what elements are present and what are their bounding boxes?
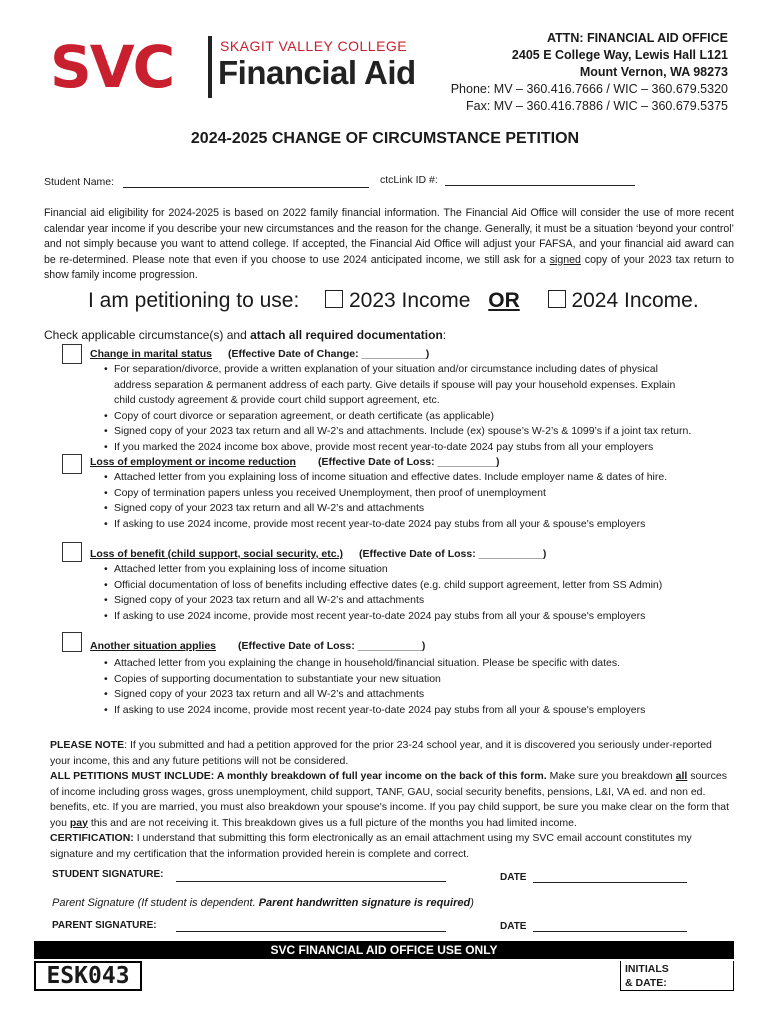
parent-date-line[interactable] [533, 920, 687, 932]
list-item: • For separation/divorce, provide a written explanation of your situation and/or circumstance including dates of physical [104, 362, 691, 378]
attn-line: ATTN: FINANCIAL AID OFFICE [547, 31, 728, 45]
income-2023-checkbox[interactable] [325, 290, 343, 308]
list-item: • Official documentation of loss of benefits including effective dates (e.g. child support agreement, letter from SS Admin) [104, 578, 662, 594]
all-petitions [50, 769, 730, 831]
intro-text-end: copy of your 2023 tax return to show family income progression. [44, 253, 735, 281]
logo-college-name: SKAGIT VALLEY COLLEGE [220, 38, 408, 54]
date-label: DATE [500, 921, 527, 932]
loss-employment-checkbox[interactable] [62, 454, 82, 474]
ctclink-field [380, 174, 635, 186]
list-item: • Attached letter from you explaining loss of income situation and effective dates. Include employer name & dates of hire. [104, 470, 667, 486]
list-item: • Copies of supporting documentation to substantiate your new situation [104, 672, 645, 688]
list-item: • If you marked the 2024 income box above, provide most recent year-to-date 2024 pay stubs from all your employers [104, 440, 691, 456]
requirements-list [104, 470, 667, 532]
parent-note-end: ) [470, 897, 474, 909]
intro-signed: signed [549, 253, 581, 266]
student-name-label: Student Name: [44, 176, 115, 188]
date-label: DATE [500, 872, 527, 883]
section-title: Loss of benefit (child support, social security, etc.) [90, 548, 344, 560]
list-item: • Signed copy of your 2023 tax return and all W-2’s and attachments [104, 593, 662, 609]
fax-line: Fax: MV – 360.416.7886 / WIC – 360.679.5375 [466, 99, 728, 113]
parent-signature-line[interactable] [176, 920, 446, 932]
requirements-list [104, 562, 662, 624]
list-item: • Signed copy of your 2023 tax return and all W-2’s and attachments. Include (ex) spouse’s W-2’s & 1099’s if a joint tax return. [104, 424, 691, 440]
list-item: • Attached letter from you explaining loss of income situation [104, 562, 662, 578]
phone-line: Phone: MV – 360.416.7666 / WIC – 360.679.5320 [450, 82, 728, 96]
initials-label: INITIALS [625, 963, 669, 975]
logo-svc-text: SVC [50, 33, 174, 101]
please-note [50, 738, 730, 769]
address-line-2: Mount Vernon, WA 98273 [579, 65, 728, 79]
parent-date-field [500, 920, 687, 932]
list-item: • If asking to use 2024 income, provide most recent year-to-date 2024 pay stubs from all your & spouse's employers [104, 703, 645, 719]
intro-paragraph [44, 206, 734, 284]
section-date: (Effective Date of Loss: __________) [317, 456, 500, 468]
student-name-field [44, 176, 369, 188]
intro-text: Financial aid eligibility for 2024-2025 is based on 2022 family financial information. The Financial Aid Office will consider the use of more recent calendar year income if you describe your new circumstances and the reason for the change. Generally, it must be a situation ‘beyond your control’ and not simply because you want to attend college. If accepted, the Financial Aid Office will adjust your FAFSA, and your financial aid award can be re-determined. Please note that even if you choose to use 2024 anticipated income, we still ask for a [44, 207, 734, 266]
list-item: • Copy of termination papers unless you received Unemployment, then proof of unemployment [104, 486, 667, 502]
section-heading [90, 548, 546, 560]
section-heading [90, 348, 429, 360]
please-note-text: : If you submitted and had a petition approved for the prior 23-24 school year, and it is discovered you seriously under-reported your income, this and any future petitions will not be considered. [50, 739, 712, 767]
section-marital-status [62, 344, 742, 454]
certification [50, 831, 730, 862]
list-item: • Copy of court divorce or separation agreement, or death certificate (as applicable) [104, 409, 691, 425]
check-end: : [442, 328, 447, 342]
check-instructions [44, 328, 446, 342]
section-heading [90, 456, 499, 468]
loss-benefit-checkbox[interactable] [62, 542, 82, 562]
section-title: Change in marital status [90, 348, 212, 360]
initials-date-label: & DATE: [625, 977, 667, 989]
ctclink-label: ctcLink ID #: [380, 174, 438, 186]
address-line-1: 2405 E College Way, Lewis Hall L121 [511, 48, 728, 62]
all-petitions-text-3: this and are not receiving it. This breakdown gives us a full picture of the months you had limited income. [87, 816, 577, 829]
petition-choice [88, 289, 699, 313]
parent-note-bold: Parent handwritten signature is required [258, 897, 471, 909]
section-date: (Effective Date of Loss: ___________) [238, 640, 426, 652]
student-date-field [500, 871, 687, 883]
requirements-list [104, 656, 645, 718]
list-item-continuation: address separation & permanent address of each party. Give details if spouse will pay your household expenses. Explain [114, 378, 676, 391]
income-2024-checkbox[interactable] [548, 290, 566, 308]
section-loss-of-benefit [62, 542, 742, 622]
logo-divider [208, 36, 212, 98]
section-heading [90, 640, 425, 652]
requirements-list [104, 362, 691, 455]
or-label: OR [488, 289, 520, 312]
another-situation-checkbox[interactable] [62, 632, 82, 652]
section-another-situation [62, 632, 742, 722]
parent-signature-label: PARENT SIGNATURE: [52, 920, 157, 931]
office-address-block [451, 30, 728, 115]
list-item-continuation: child custody agreement & provide court child support agreement, etc. [114, 394, 440, 406]
check-lead: Check applicable circumstance(s) and [44, 328, 251, 342]
student-name-input-line[interactable] [123, 176, 369, 188]
section-title: Another situation applies [90, 640, 217, 652]
logo-department: Financial Aid [218, 54, 416, 91]
student-signature-line[interactable] [176, 870, 446, 882]
student-date-line[interactable] [533, 871, 687, 883]
list-item: • If asking to use 2024 income, provide most recent year-to-date 2024 pay stubs from all your & spouse's employers [104, 517, 667, 533]
form-title: 2024-2025 CHANGE OF CIRCUMSTANCE PETITION [190, 130, 580, 147]
list-item: • If asking to use 2024 income, provide most recent year-to-date 2024 pay stubs from all your & spouse's employers [104, 609, 662, 625]
check-bold: attach all required documentation [250, 328, 443, 342]
ctclink-input-line[interactable] [445, 174, 635, 186]
petition-lead: I am petitioning to use: [88, 289, 300, 312]
notes-block [50, 738, 730, 862]
section-date: (Effective Date of Loss: ___________) [359, 548, 547, 560]
all-petitions-text: Make sure you breakdown [546, 770, 676, 782]
all-petitions-text-2: sources of income including gross wages, gross unemployment, child support, TANF, GAU, social security benefits, pensions, L&I, VA ed. and non ed. benefits, etc. If you are married, you must also breakdown your spouse's income. If you pay child support, be sure you make clear on the form that you [50, 770, 730, 829]
income-2024-label: 2024 Income. [571, 289, 699, 312]
please-note-label: PLEASE NOTE [50, 739, 125, 751]
all-petitions-label: ALL PETITIONS MUST INCLUDE: A monthly breakdown of full year income on the back of this form. [50, 770, 547, 782]
certification-label: CERTIFICATION: [50, 832, 134, 844]
form-code: ESK043 [34, 961, 142, 991]
list-item: • Signed copy of your 2023 tax return and all W-2’s and attachments [104, 687, 645, 703]
parent-signature-note [52, 897, 474, 909]
income-2023-label: 2023 Income [348, 289, 471, 312]
parent-note-lead: Parent Signature (If student is dependent. [52, 897, 259, 909]
certification-text: I understand that submitting this form electronically as an email attachment using my SVC email account constitutes my signature and my certification that the information provided herein is complete and correct. [50, 832, 692, 860]
office-use-banner: SVC FINANCIAL AID OFFICE USE ONLY [34, 941, 734, 959]
list-item: • Signed copy of your 2023 tax return and all W-2’s and attachments [104, 501, 667, 517]
list-item: • Attached letter from you explaining the change in household/financial situation. Please be specific with dates. [104, 656, 645, 672]
student-signature-label: STUDENT SIGNATURE: [52, 869, 164, 880]
marital-status-checkbox[interactable] [62, 344, 82, 364]
section-date: (Effective Date of Change: ___________) [227, 348, 430, 360]
all-word: all [675, 770, 688, 782]
section-loss-of-employment [62, 454, 742, 534]
pay-word: pay [69, 816, 88, 829]
section-title: Loss of employment or income reduction [90, 456, 296, 468]
initials-date-box [620, 961, 734, 991]
